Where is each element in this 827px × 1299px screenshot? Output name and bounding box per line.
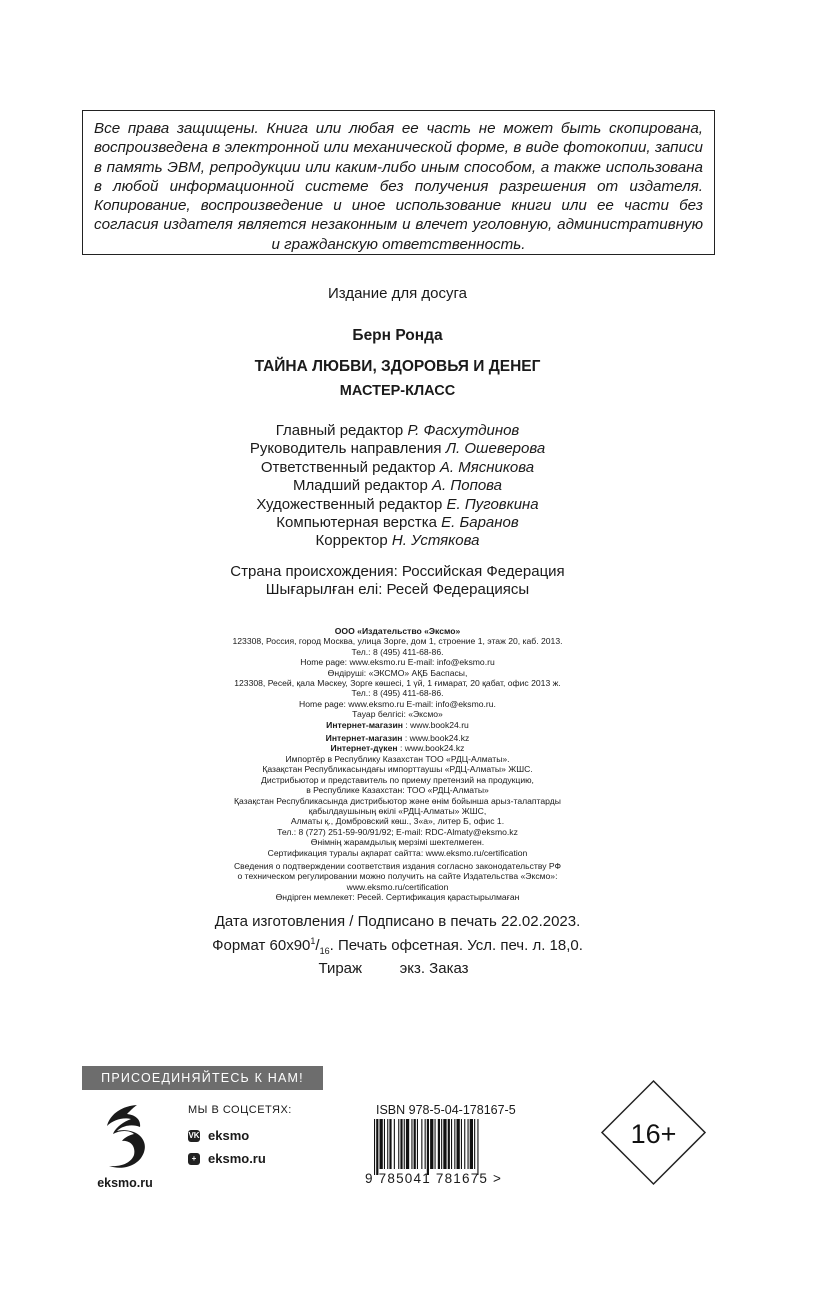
credit-line: Младший редактор А. Попова: [292, 477, 503, 495]
ok-handle: eksmo.ru: [208, 1151, 266, 1166]
book-title: ТАЙНА ЛЮБВИ, ЗДОРОВЬЯ И ДЕНЕГ: [254, 358, 541, 375]
credit-line: Компьютерная верстка Е. Баранов: [276, 514, 519, 532]
age-rating-badge: [600, 1079, 707, 1186]
publisher-name: ООО «Издательство «Эксмо»: [334, 626, 461, 636]
eksmo-logo-icon: [96, 1100, 150, 1170]
site-url: eksmo.ru: [97, 1176, 153, 1190]
copyright-notice: Все права защищены. Книга или любая ее часть не может быть скопирована, воспроизведена в электронной или механической форме, в виде фотокопии, записи в память ЭВМ, репродукции или каким-либо иным способом, а также использована в любой информационной системе без получения разрешения от издателя. Копирование, воспроизведение и иное использование книги или ее части без согласия издателя является незаконным и влечет уголовную, административную и гражданскую ответственность.: [82, 110, 715, 255]
origin-ru: Страна происхождения: Российская Федерация: [230, 563, 565, 580]
credit-line: Ответственный редактор А. Мясникова: [260, 458, 535, 476]
credits-list: [0, 422, 795, 551]
credit-line: Корректор Н. Устякова: [315, 532, 480, 550]
format-line: Формат $60x90^1/_{16}$. Печать офсетная. Усл. печ. л. 18,0.: [212, 935, 583, 956]
production-details: [0, 913, 795, 979]
credit-line: Художественный редактор Е. Пуговкина: [256, 495, 539, 513]
isbn-number: ISBN 978-5-04-178167-5: [376, 1103, 516, 1117]
online-shop-ru: Интернет-магазин : www.book24.ru: [326, 719, 469, 730]
age-rating-text: 16+: [630, 1119, 677, 1149]
barcode-digits: 9 785041 781675 >: [365, 1171, 503, 1186]
book-subtitle: МАСТЕР-КЛАСС: [339, 383, 456, 399]
country-of-origin: [0, 563, 795, 600]
credit-line: Главный редактор Р. Фасхутдинов: [275, 422, 520, 439]
join-us-banner: ПРИСОЕДИНЯЙТЕСЬ К НАМ!: [82, 1066, 323, 1090]
publisher-imprint: ООО «Издательство «Эксмо» 123308, Россия, город Москва, улица Зорге, дом 1, строение 1, этаж 20, каб. 2013. Тел.: 8 (495) 411-68-86. Home page: www.eksmo.ru E-mail: info@eksmo.ru Өндіруші: «ЭКСМО» АҚБ Баспасы, 123308, Ресей, қала Мәскеу, Зорге көшесі, 1 үй, 1 ғимарат, 20 қабат, офис 2013 ж. Тел.: 8 (495) 411-68-86. Home page: www.eksmo.ru E-mail: info@eksmo.ru. Тауар белгісі: «Эксмо» Интернет-магазин : www.book24.ru Интернет-магазин : www.book24.kz Интернет-дүкен : www.book24.kz Импортёр в Республику Казахстан ТОО «РДЦ-Алматы». Қазақстан Республикасындағы импорттаушы «РДЦ-Алматы» ЖШС. Дистрибьютор и представитель по приему претензий на продукцию, в Республике Казахстан: ТОО «РДЦ-Алматы» Қазақстан Республикасында дистрибьютор және өнім бойынша арыз-талаптарды қабылдаушының өкілі «РДЦ-Алматы» ЖШС, Алматы қ., Домбровский көш., 3«а», литер Б, офис 1. Тел.: 8 (727) 251-59-90/91/92; E-mail: RDC-Almaty@eksmo.kz Өнімнің жарамдылық мерзімі шектелмеген. Сертификация туралы ақпарат сайтта: www.eksmo.ru/certification Сведения о подтверждении соответствия издания согласно законодательству РФ о техническом регулировании можно получить на сайте Издательства «Эксмо»: www.eksmo.ru/certification Өндірген мемлекет: Ресей. Сертификация қарастырылмаған: [0, 626, 795, 903]
barcode: [372, 1119, 548, 1175]
edition-type: Издание для досуга: [328, 285, 467, 302]
plus-square-icon: +: [188, 1153, 200, 1165]
social-heading: МЫ В СОЦСЕТЯХ:: [188, 1104, 292, 1116]
vk-handle: eksmo: [208, 1128, 250, 1143]
online-shop-kz-kazakh: Интернет-дүкен : www.book24.kz: [330, 743, 465, 754]
vk-icon: VK: [188, 1130, 200, 1140]
print-run-line: Тираж экз. Заказ: [318, 960, 469, 977]
credit-line: Руководитель направления Л. Ошеверова: [249, 440, 546, 458]
book-author: Берн Ронда: [352, 327, 443, 344]
social-vk: [188, 1128, 249, 1143]
origin-kz: Шығарылған елі: Ресей Федерациясы: [265, 581, 530, 599]
social-ok: [188, 1151, 266, 1166]
print-date: Дата изготовления / Подписано в печать 22.02.2023.: [214, 913, 581, 930]
online-shop-kz: Интернет-магазин : www.book24.kz: [325, 733, 470, 744]
